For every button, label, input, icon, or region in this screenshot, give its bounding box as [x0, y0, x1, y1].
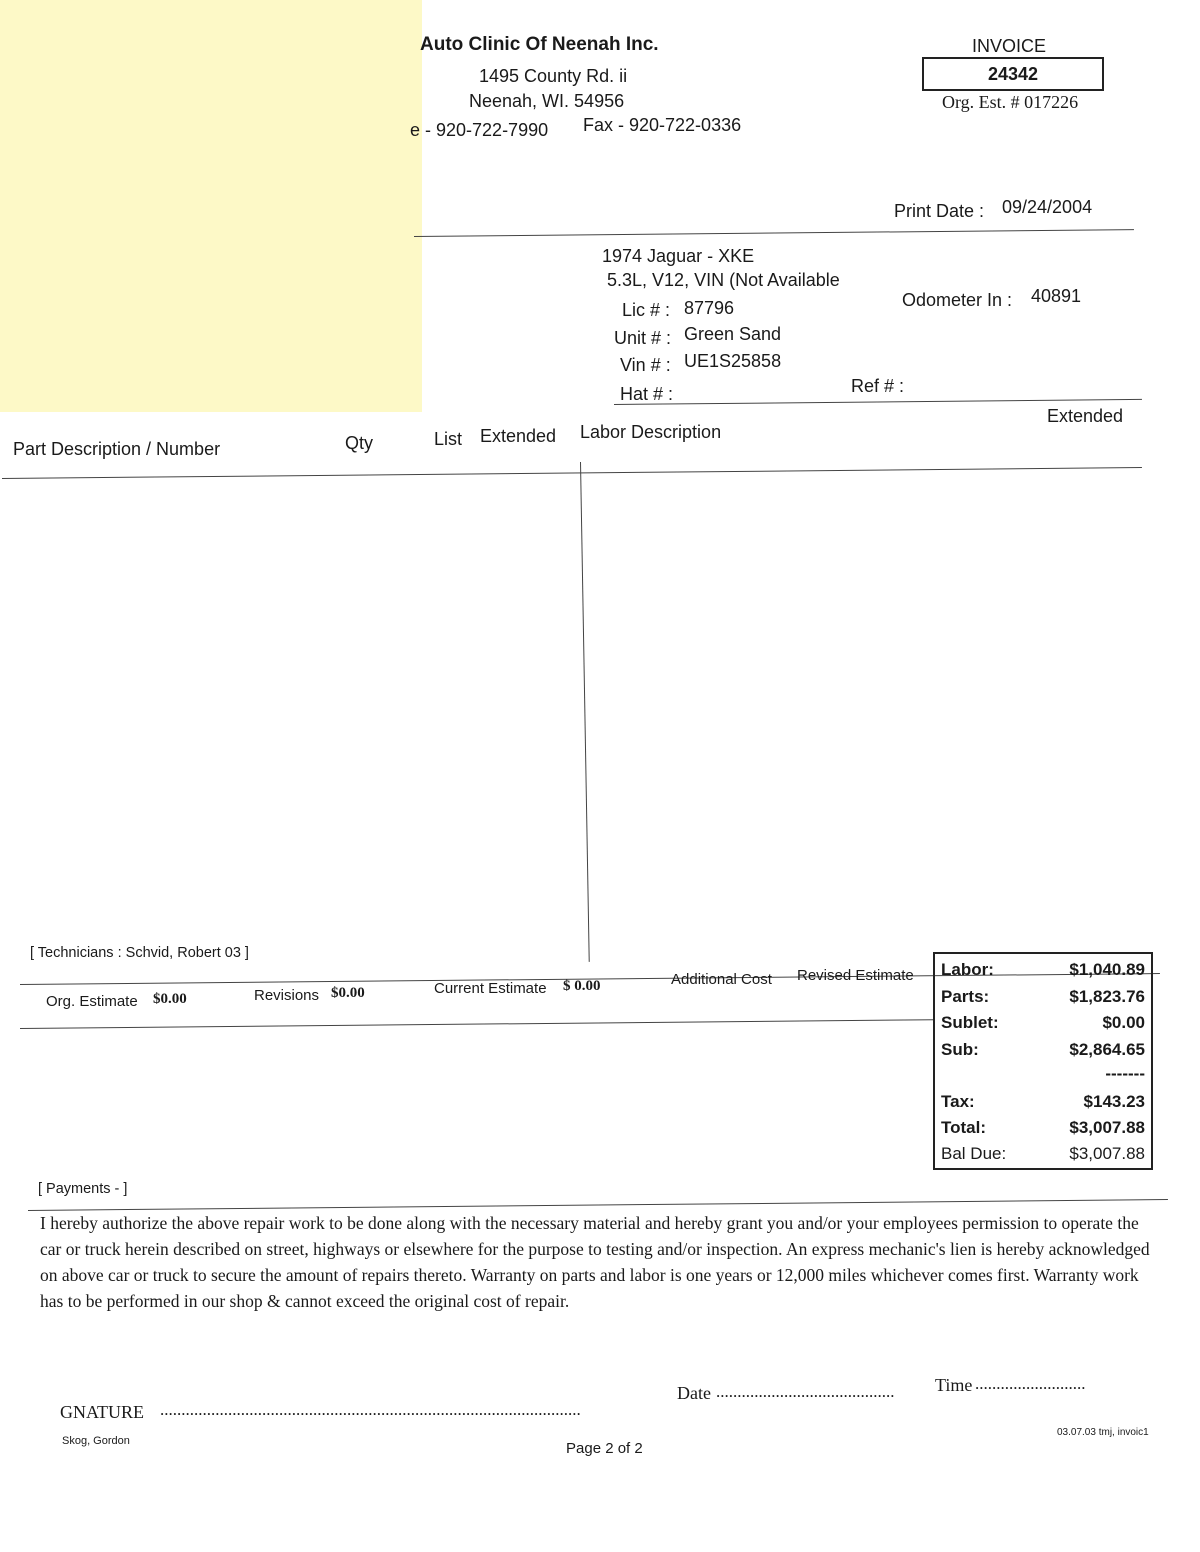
totals-separator: -------	[1105, 1064, 1145, 1083]
col-labor-description: Labor Description	[580, 422, 722, 442]
labor-label: Labor:	[941, 960, 994, 979]
revisions-label: Revisions	[254, 987, 320, 1004]
grand-total: $3,007.88	[1069, 1118, 1145, 1137]
unit-label: Unit # :	[614, 328, 672, 348]
ref-label: Ref # :	[851, 376, 905, 396]
company-phone: e - 920-722-7990	[410, 120, 549, 140]
invoice-label: INVOICE	[972, 36, 1047, 56]
time-line: ..........................	[975, 1374, 1086, 1393]
vin-label: Vin # :	[620, 355, 671, 375]
current-estimate-label: Current Estimate	[434, 980, 547, 997]
unit-value: Green Sand	[684, 324, 782, 344]
col-qty: Qty	[345, 433, 374, 453]
company-address-line1: 1495 County Rd. ii	[479, 66, 628, 86]
form-code: 03.07.03 tmj, invoic1	[1057, 1427, 1149, 1438]
org-estimate-number: Org. Est. # 017226	[942, 92, 1079, 112]
customer-name: Skog, Gordon	[62, 1435, 130, 1447]
invoice-number: 24342	[922, 57, 1104, 91]
company-name: Auto Clinic Of Neenah Inc.	[420, 34, 659, 55]
col-labor-extended: Extended	[1047, 406, 1124, 426]
current-estimate-value: $ 0.00	[563, 978, 601, 994]
org-estimate-label: Org. Estimate	[46, 993, 138, 1010]
payments: [ Payments - ]	[38, 1181, 128, 1197]
date-label: Date	[677, 1383, 711, 1403]
lic-number: 87796	[684, 298, 735, 318]
odometer-label: Odometer In :	[902, 290, 1013, 310]
sublet-label: Sublet:	[941, 1013, 999, 1032]
print-date-label: Print Date :	[894, 201, 985, 221]
sub-label: Sub:	[941, 1040, 979, 1059]
authorization-disclaimer: I hereby authorize the above repair work to be done along with the necessary material and hereby grant you and/or your employees permission to operate the car or truck herein described on street, highways or elsewhere for the purpose to testing and/or inspection. An express mechanic's lien is hereby acknowledged on above car or truck to secure the amount of repairs thereto. Warranty on parts and labor is one years or 12,000 miles whichever comes first. Warranty work has to be performed in our shop & cannot exceed the original cost of repair.	[40, 1213, 1150, 1311]
parts-total: $1,823.76	[1069, 987, 1145, 1006]
signature-label: GNATURE	[60, 1402, 144, 1422]
date-line: ..........................................	[716, 1382, 895, 1401]
tax-label: Tax:	[941, 1092, 975, 1111]
bal-due-label: Bal Due:	[941, 1144, 1007, 1163]
sublet-total: $0.00	[1102, 1013, 1145, 1032]
company-address-line2: Neenah, WI. 54956	[469, 91, 625, 111]
signature-line: ...................................................................................................	[160, 1400, 581, 1419]
col-list: List	[434, 429, 463, 449]
total-label: Total:	[941, 1118, 987, 1137]
org-estimate-value: $0.00	[153, 991, 187, 1007]
bal-due-total: $3,007.88	[1069, 1144, 1145, 1163]
parts-label: Parts:	[941, 987, 990, 1006]
technicians: [ Technicians : Schvid, Robert 03 ]	[30, 945, 249, 961]
lic-label: Lic # :	[622, 300, 671, 320]
vehicle-engine: 5.3L, V12, VIN (Not Available	[607, 270, 840, 290]
labor-total: $1,040.89	[1069, 960, 1145, 979]
vin-value: UE1S25858	[684, 351, 782, 371]
company-fax: Fax - 920-722-0336	[583, 115, 742, 135]
odometer-value: 40891	[1031, 286, 1082, 306]
vehicle-model: 1974 Jaguar - XKE	[602, 246, 755, 266]
print-date: 09/24/2004	[1002, 197, 1093, 217]
revisions-value: $0.00	[331, 985, 365, 1001]
revised-estimate-label: Revised Estimate	[797, 967, 914, 984]
col-extended: Extended	[480, 426, 557, 446]
page-number: Page 2 of 2	[566, 1440, 643, 1457]
tax-total: $143.23	[1083, 1092, 1145, 1111]
sub-total: $2,864.65	[1069, 1040, 1145, 1059]
sticky-note	[0, 0, 422, 412]
col-part-description: Part Description / Number	[13, 439, 221, 459]
time-label: Time	[935, 1375, 973, 1395]
additional-cost-label: Additional Cost	[671, 971, 772, 988]
totals-box	[933, 952, 1153, 1170]
hat-label: Hat # :	[620, 384, 674, 404]
